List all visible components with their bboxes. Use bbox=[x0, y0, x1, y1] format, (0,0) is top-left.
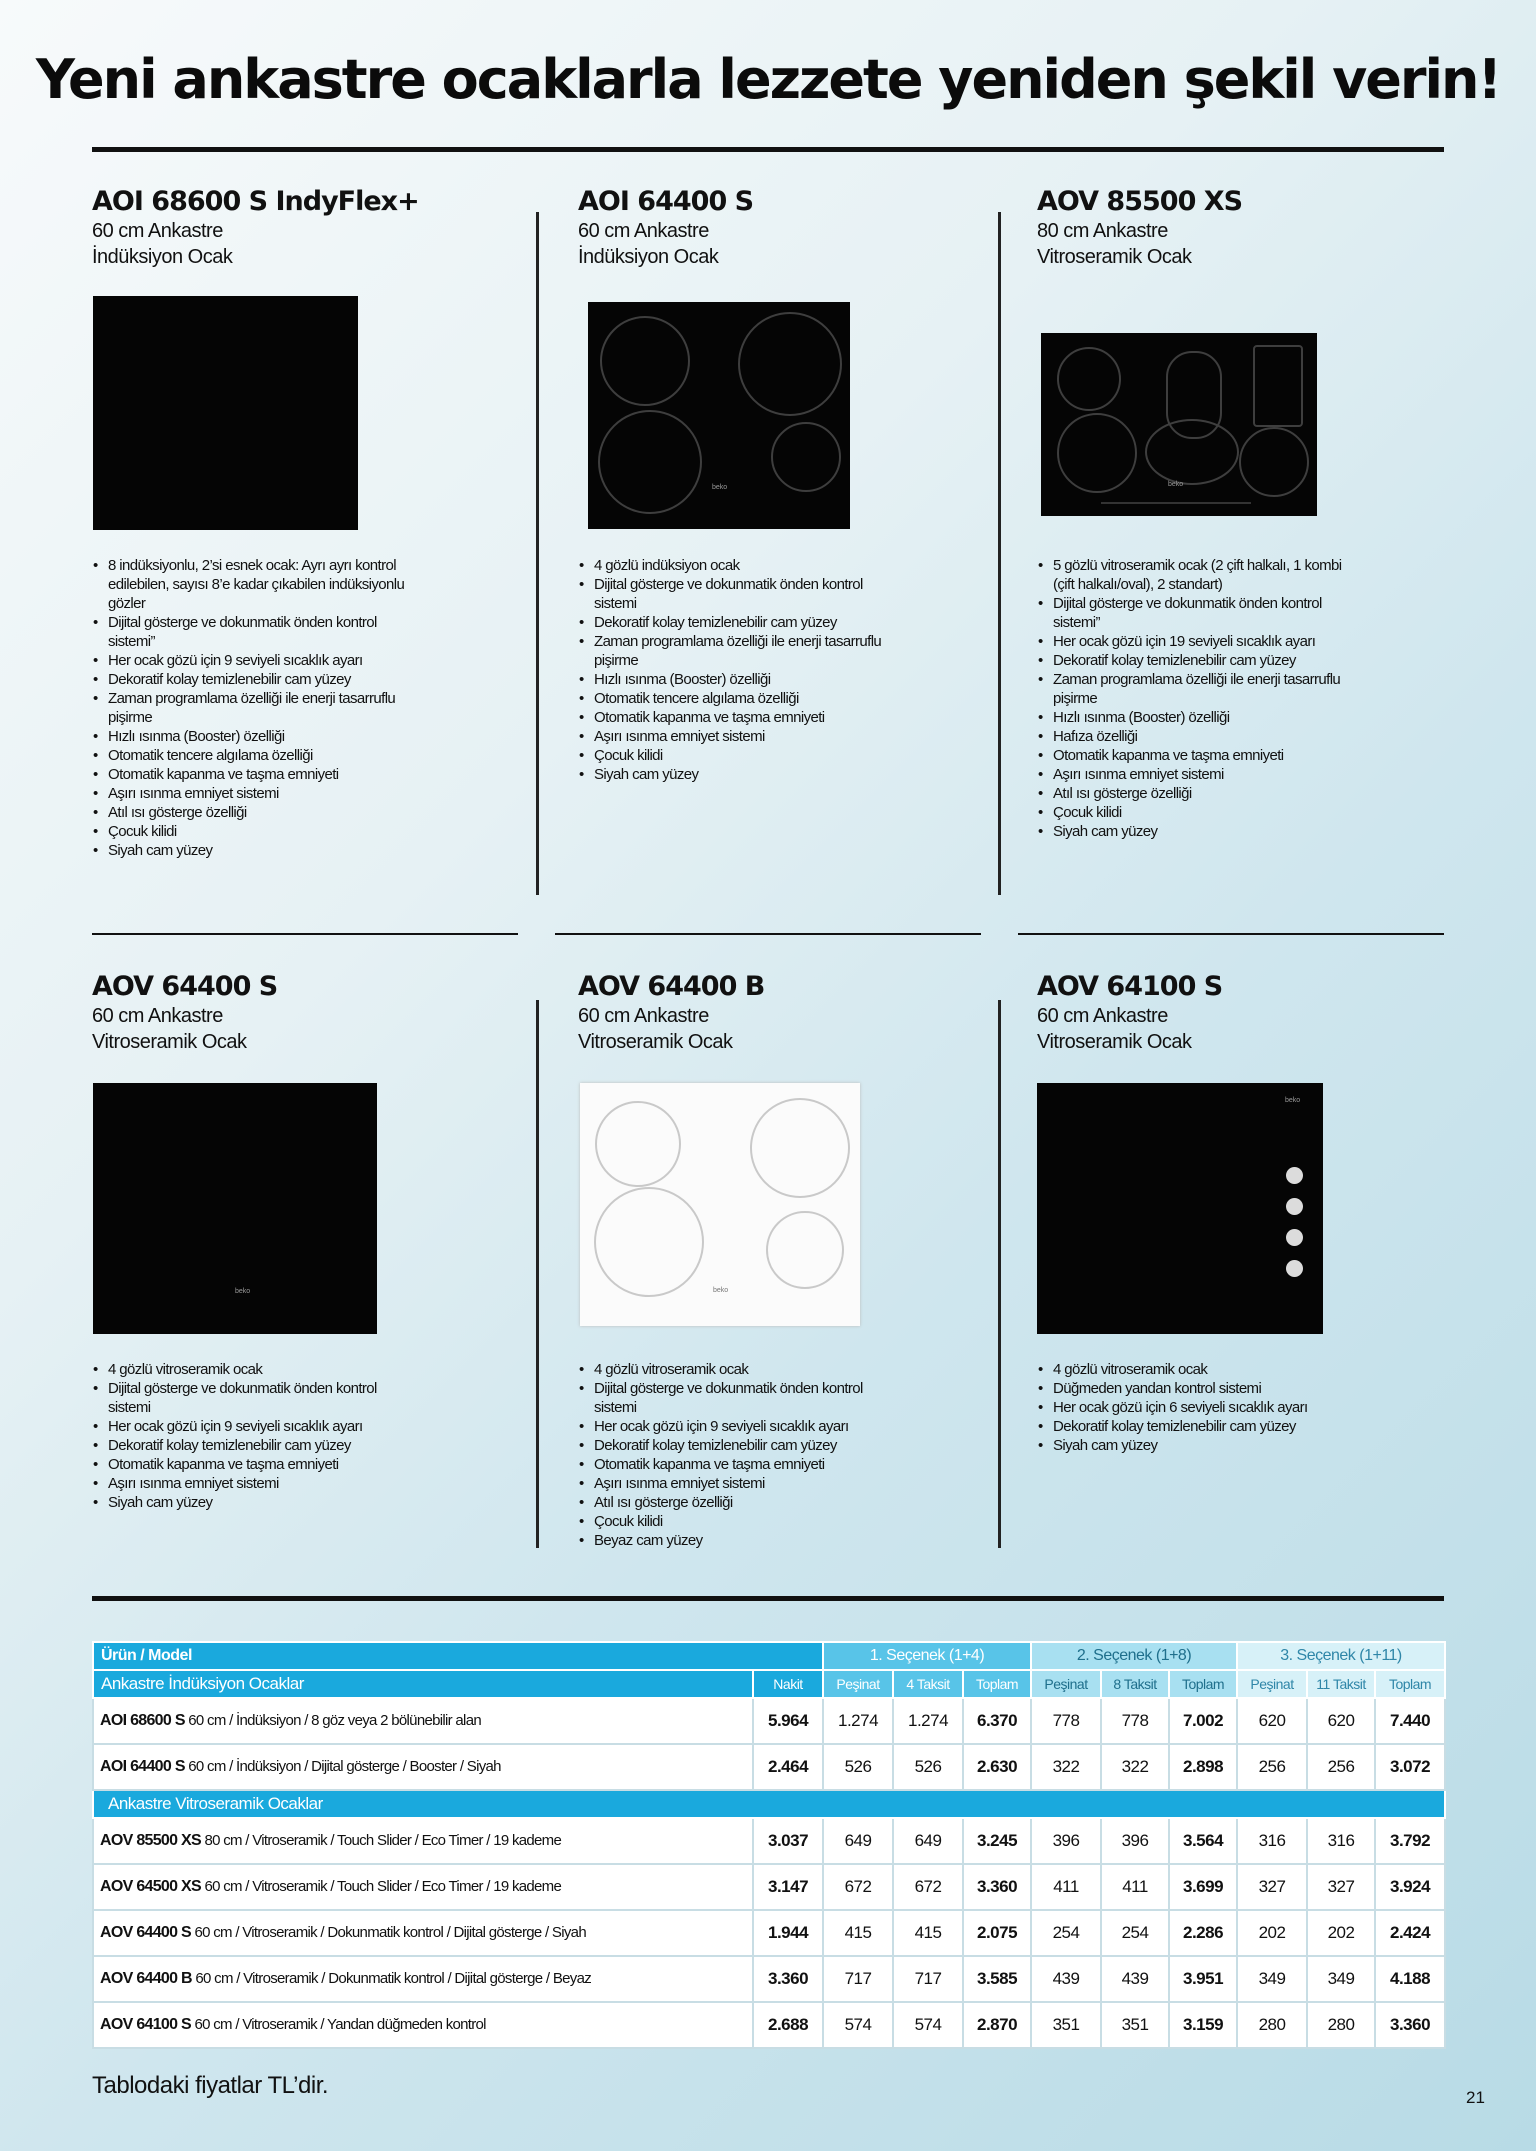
option-header: 3. Seçenek (1+11) bbox=[1237, 1642, 1445, 1670]
control-knob-icon bbox=[1286, 1167, 1303, 1184]
cash-price-cell: 5.964 bbox=[753, 1698, 823, 1744]
feature-item: • Otomatik kapanma ve taşma emniyeti bbox=[594, 708, 904, 727]
column-header: Toplam bbox=[963, 1670, 1031, 1698]
price-cell: 411 bbox=[1101, 1864, 1169, 1910]
product-type: Vitroseramik Ocak bbox=[1037, 246, 1192, 268]
feature-item: • Hızlı ısınma (Booster) özelliği bbox=[594, 670, 904, 689]
product-type: Vitroseramik Ocak bbox=[92, 1031, 247, 1053]
price-cell: 2.870 bbox=[963, 2002, 1031, 2048]
price-cell: 3.951 bbox=[1169, 1956, 1237, 2002]
feature-item: • Aşırı ısınma emniyet sistemi bbox=[108, 1474, 418, 1493]
feature-item: • Hızlı ısınma (Booster) özelliği bbox=[108, 727, 418, 746]
feature-item: • Hızlı ısınma (Booster) özelliği bbox=[1053, 708, 1363, 727]
feature-item: • 4 gözlü vitroseramik ocak bbox=[108, 1360, 418, 1379]
feature-item: • Dijital gösterge ve dokunmatik önden kontrol sistemi bbox=[594, 575, 904, 613]
feature-item: • Zaman programlama özelliği ile enerji tasarruflu pişirme bbox=[108, 689, 418, 727]
feature-item: • 4 gözlü vitroseramik ocak bbox=[1053, 1360, 1363, 1379]
model-cell bbox=[93, 1818, 753, 1864]
price-cell: 1.274 bbox=[893, 1698, 963, 1744]
row-divider bbox=[1018, 933, 1444, 935]
induction-rows bbox=[93, 1698, 1445, 1790]
feature-item: • Siyah cam yüzey bbox=[108, 1493, 418, 1512]
feature-list bbox=[578, 1360, 904, 1550]
column-header: 8 Taksit bbox=[1101, 1670, 1169, 1698]
model-code: AOV 64400 S bbox=[100, 1924, 192, 1941]
burner-icon bbox=[738, 312, 842, 416]
feature-item: • 4 gözlü indüksiyon ocak bbox=[594, 556, 904, 575]
product-type: 60 cm Ankastre bbox=[578, 1005, 709, 1027]
product-name: AOV 64100 S bbox=[1037, 971, 1223, 1002]
feature-item: • Her ocak gözü için 9 seviyeli sıcaklık ayarı bbox=[108, 1417, 418, 1436]
burner-icon bbox=[1239, 427, 1309, 497]
price-cell: 672 bbox=[823, 1864, 893, 1910]
price-cell: 322 bbox=[1031, 1744, 1101, 1790]
brand-logo: beko bbox=[235, 1288, 251, 1295]
model-cell bbox=[93, 1956, 753, 2002]
cash-price-cell: 3.360 bbox=[753, 1956, 823, 2002]
column-header: Peşinat bbox=[1031, 1670, 1101, 1698]
feature-item: • Otomatik kapanma ve taşma emniyeti bbox=[594, 1455, 904, 1474]
price-cell: 3.564 bbox=[1169, 1818, 1237, 1864]
table-row bbox=[93, 1864, 1445, 1910]
burner-icon bbox=[1253, 345, 1303, 427]
model-cell bbox=[93, 1698, 753, 1744]
product-type: Vitroseramik Ocak bbox=[578, 1031, 733, 1053]
feature-item: • Dekoratif kolay temizlenebilir cam yüzey bbox=[108, 1436, 418, 1455]
product-card bbox=[1037, 186, 1467, 270]
row-divider bbox=[555, 933, 981, 935]
column-header: Peşinat bbox=[823, 1670, 893, 1698]
price-cell: 3.360 bbox=[1375, 2002, 1445, 2048]
model-code: AOI 64400 S bbox=[100, 1758, 185, 1775]
feature-item: • Aşırı ısınma emniyet sistemi bbox=[594, 727, 904, 746]
feature-item: • Her ocak gözü için 9 seviyeli sıcaklık ayarı bbox=[108, 651, 418, 670]
price-cell: 396 bbox=[1101, 1818, 1169, 1864]
model-cell bbox=[93, 2002, 753, 2048]
model-code: AOV 64400 B bbox=[100, 1970, 192, 1987]
feature-item: • Dekoratif kolay temizlenebilir cam yüzey bbox=[108, 670, 418, 689]
control-knob-icon bbox=[1286, 1229, 1303, 1246]
price-cell: 327 bbox=[1237, 1864, 1307, 1910]
model-description: 60 cm / Vitroseramik / Dokunmatik kontrol / Dijital gösterge / Siyah bbox=[194, 1924, 586, 1941]
feature-item: • 4 gözlü vitroseramik ocak bbox=[594, 1360, 904, 1379]
page-title: Yeni ankastre ocaklarla lezzete yeniden şekil verin! bbox=[35, 48, 1501, 111]
price-cell: 7.440 bbox=[1375, 1698, 1445, 1744]
price-table bbox=[92, 1641, 1446, 2049]
model-description: 60 cm / Vitroseramik / Yandan düğmeden kontrol bbox=[194, 2016, 486, 2033]
price-cell: 396 bbox=[1031, 1818, 1101, 1864]
feature-item: • Siyah cam yüzey bbox=[1053, 822, 1363, 841]
feature-item: • Hafıza özelliği bbox=[1053, 727, 1363, 746]
price-cell: 4.188 bbox=[1375, 1956, 1445, 2002]
table-header-model: Ürün / Model bbox=[93, 1642, 823, 1670]
product-image bbox=[1037, 1083, 1323, 1334]
price-cell: 254 bbox=[1101, 1910, 1169, 1956]
price-cell: 649 bbox=[893, 1818, 963, 1864]
product-name: AOV 85500 XS bbox=[1037, 186, 1243, 217]
burner-icon bbox=[594, 1187, 704, 1297]
feature-list bbox=[92, 1360, 418, 1512]
product-name: AOV 64400 S bbox=[92, 971, 278, 1002]
feature-item: • Dekoratif kolay temizlenebilir cam yüzey bbox=[594, 1436, 904, 1455]
price-cell: 3.699 bbox=[1169, 1864, 1237, 1910]
price-cell: 620 bbox=[1237, 1698, 1307, 1744]
price-cell: 3.072 bbox=[1375, 1744, 1445, 1790]
product-type: İndüksiyon Ocak bbox=[92, 246, 233, 268]
product-type: 80 cm Ankastre bbox=[1037, 220, 1168, 242]
column-header: Toplam bbox=[1375, 1670, 1445, 1698]
price-cell: 316 bbox=[1307, 1818, 1375, 1864]
option-header: 1. Seçenek (1+4) bbox=[823, 1642, 1031, 1670]
price-cell: 526 bbox=[823, 1744, 893, 1790]
model-code: AOV 64100 S bbox=[100, 2016, 192, 2033]
cash-price-cell: 2.464 bbox=[753, 1744, 823, 1790]
price-cell: 672 bbox=[893, 1864, 963, 1910]
feature-item: • Siyah cam yüzey bbox=[108, 841, 418, 860]
feature-list bbox=[92, 556, 418, 860]
brand-logo: beko bbox=[712, 484, 728, 491]
cash-price-cell: 3.037 bbox=[753, 1818, 823, 1864]
feature-item: • Otomatik kapanma ve taşma emniyeti bbox=[108, 765, 418, 784]
model-description: 80 cm / Vitroseramik / Touch Slider / Eco Timer / 19 kademe bbox=[204, 1832, 562, 1849]
product-card bbox=[578, 186, 1008, 270]
price-cell: 649 bbox=[823, 1818, 893, 1864]
model-cell bbox=[93, 1910, 753, 1956]
column-header: Peşinat bbox=[1237, 1670, 1307, 1698]
price-cell: 280 bbox=[1307, 2002, 1375, 2048]
model-description: 60 cm / Vitroseramik / Dokunmatik kontrol / Dijital gösterge / Beyaz bbox=[195, 1970, 592, 1987]
column-divider bbox=[998, 1000, 1001, 1548]
burner-icon bbox=[750, 1098, 850, 1198]
feature-item: • Çocuk kilidi bbox=[108, 822, 418, 841]
feature-item: • Dekoratif kolay temizlenebilir cam yüzey bbox=[1053, 1417, 1363, 1436]
feature-item: • Dijital gösterge ve dokunmatik önden kontrol sistemi bbox=[594, 1379, 904, 1417]
touch-slider-strip bbox=[1101, 502, 1251, 504]
feature-item: • Otomatik tencere algılama özelliği bbox=[108, 746, 418, 765]
feature-item: • Dekoratif kolay temizlenebilir cam yüzey bbox=[594, 613, 904, 632]
product-type: 60 cm Ankastre bbox=[1037, 1005, 1168, 1027]
table-subheader-row bbox=[93, 1670, 1445, 1698]
price-cell: 322 bbox=[1101, 1744, 1169, 1790]
feature-item: • Atıl ısı gösterge özelliği bbox=[594, 1493, 904, 1512]
column-header: Nakit bbox=[753, 1670, 823, 1698]
model-code: AOV 85500 XS bbox=[100, 1832, 201, 1849]
product-image bbox=[588, 302, 850, 529]
price-cell: 256 bbox=[1307, 1744, 1375, 1790]
feature-item: • Çocuk kilidi bbox=[594, 746, 904, 765]
brand-logo: beko bbox=[713, 1287, 729, 1294]
product-image bbox=[1041, 333, 1317, 516]
brand-logo: beko bbox=[1285, 1097, 1301, 1104]
table-header-row bbox=[93, 1642, 1445, 1670]
price-cell: 3.792 bbox=[1375, 1818, 1445, 1864]
price-cell: 316 bbox=[1237, 1818, 1307, 1864]
column-header: 4 Taksit bbox=[893, 1670, 963, 1698]
price-cell: 3.924 bbox=[1375, 1864, 1445, 1910]
price-cell: 327 bbox=[1307, 1864, 1375, 1910]
product-card bbox=[1037, 971, 1467, 1055]
feature-list bbox=[1037, 1360, 1363, 1455]
feature-item: • Aşırı ısınma emniyet sistemi bbox=[108, 784, 418, 803]
feature-item: • Zaman programlama özelliği ile enerji tasarruflu pişirme bbox=[594, 632, 904, 670]
price-cell: 202 bbox=[1307, 1910, 1375, 1956]
section-label: Ankastre İndüksiyon Ocaklar bbox=[93, 1670, 753, 1698]
feature-item: • Siyah cam yüzey bbox=[1053, 1436, 1363, 1455]
page-number: 21 bbox=[1466, 2088, 1485, 2107]
price-cell: 415 bbox=[823, 1910, 893, 1956]
feature-item: • Atıl ısı gösterge özelliği bbox=[108, 803, 418, 822]
feature-item: • Çocuk kilidi bbox=[594, 1512, 904, 1531]
price-cell: 349 bbox=[1237, 1956, 1307, 2002]
table-row bbox=[93, 1910, 1445, 1956]
cash-price-cell: 2.688 bbox=[753, 2002, 823, 2048]
column-divider bbox=[998, 212, 1001, 895]
feature-item: • Dijital gösterge ve dokunmatik önden kontrol sistemi” bbox=[1053, 594, 1363, 632]
price-cell: 3.360 bbox=[963, 1864, 1031, 1910]
column-divider bbox=[536, 1000, 539, 1548]
product-name: AOI 68600 S IndyFlex+ bbox=[92, 186, 419, 217]
product-name: AOV 64400 B bbox=[578, 971, 765, 1002]
price-cell: 254 bbox=[1031, 1910, 1101, 1956]
price-cell: 439 bbox=[1101, 1956, 1169, 2002]
burner-icon bbox=[1145, 419, 1239, 485]
price-footnote: Tablodaki fiyatlar TL’dir. bbox=[92, 2072, 329, 2099]
feature-item: • 5 gözlü vitroseramik ocak (2 çift halkalı, 1 kombi (çift halkalı/oval), 2 standart) bbox=[1053, 556, 1363, 594]
price-cell: 574 bbox=[893, 2002, 963, 2048]
feature-item: • Aşırı ısınma emniyet sistemi bbox=[594, 1474, 904, 1493]
burner-icon bbox=[1057, 413, 1137, 493]
cash-price-cell: 1.944 bbox=[753, 1910, 823, 1956]
price-cell: 411 bbox=[1031, 1864, 1101, 1910]
price-cell: 6.370 bbox=[963, 1698, 1031, 1744]
feature-item: • Otomatik tencere algılama özelliği bbox=[594, 689, 904, 708]
table-row bbox=[93, 1698, 1445, 1744]
price-cell: 717 bbox=[823, 1956, 893, 2002]
feature-item: • Dijital gösterge ve dokunmatik önden kontrol sistemi” bbox=[108, 613, 418, 651]
product-image bbox=[580, 1083, 860, 1326]
price-cell: 778 bbox=[1031, 1698, 1101, 1744]
feature-item: • Zaman programlama özelliği ile enerji tasarruflu pişirme bbox=[1053, 670, 1363, 708]
control-knob-icon bbox=[1286, 1260, 1303, 1277]
price-cell: 256 bbox=[1237, 1744, 1307, 1790]
price-cell: 2.424 bbox=[1375, 1910, 1445, 1956]
product-card bbox=[578, 971, 1008, 1055]
cash-price-cell: 3.147 bbox=[753, 1864, 823, 1910]
table-row bbox=[93, 1818, 1445, 1864]
column-divider bbox=[536, 212, 539, 895]
vitro-rows bbox=[93, 1818, 1445, 2048]
table-row bbox=[93, 1744, 1445, 1790]
product-type: 60 cm Ankastre bbox=[578, 220, 709, 242]
brand-logo: beko bbox=[1168, 481, 1184, 488]
model-code: AOV 64500 XS bbox=[100, 1878, 201, 1895]
option-header: 2. Seçenek (1+8) bbox=[1031, 1642, 1237, 1670]
feature-item: • Atıl ısı gösterge özelliği bbox=[1053, 784, 1363, 803]
model-description: 60 cm / İndüksiyon / Dijital gösterge / Booster / Siyah bbox=[188, 1758, 501, 1775]
control-knob-icon bbox=[1286, 1198, 1303, 1215]
burner-icon bbox=[1057, 347, 1121, 411]
product-image bbox=[93, 1083, 377, 1334]
product-type: 60 cm Ankastre bbox=[92, 220, 223, 242]
price-cell: 3.245 bbox=[963, 1818, 1031, 1864]
price-cell: 2.898 bbox=[1169, 1744, 1237, 1790]
price-cell: 2.075 bbox=[963, 1910, 1031, 1956]
model-cell bbox=[93, 1744, 753, 1790]
product-card bbox=[92, 186, 522, 270]
feature-item: • Her ocak gözü için 19 seviyeli sıcaklık ayarı bbox=[1053, 632, 1363, 651]
product-type: Vitroseramik Ocak bbox=[1037, 1031, 1192, 1053]
model-description: 60 cm / Vitroseramik / Touch Slider / Eco Timer / 19 kademe bbox=[204, 1878, 562, 1895]
feature-item: • Çocuk kilidi bbox=[1053, 803, 1363, 822]
price-cell: 280 bbox=[1237, 2002, 1307, 2048]
model-code: AOI 68600 S bbox=[100, 1712, 185, 1729]
price-cell: 2.630 bbox=[963, 1744, 1031, 1790]
price-cell: 3.159 bbox=[1169, 2002, 1237, 2048]
feature-list bbox=[578, 556, 904, 784]
section-row bbox=[93, 1790, 1445, 1818]
feature-item: • Beyaz cam yüzey bbox=[594, 1531, 904, 1550]
feature-item: • Her ocak gözü için 9 seviyeli sıcaklık ayarı bbox=[594, 1417, 904, 1436]
price-cell: 1.274 bbox=[823, 1698, 893, 1744]
model-cell bbox=[93, 1864, 753, 1910]
product-type: 60 cm Ankastre bbox=[92, 1005, 223, 1027]
burner-icon bbox=[766, 1211, 844, 1289]
product-image bbox=[93, 296, 358, 530]
burner-icon bbox=[598, 410, 702, 514]
section-label: Ankastre Vitroseramik Ocaklar bbox=[93, 1790, 1445, 1818]
feature-item: • Aşırı ısınma emniyet sistemi bbox=[1053, 765, 1363, 784]
model-description: 60 cm / İndüksiyon / 8 göz veya 2 bölünebilir alan bbox=[188, 1712, 481, 1729]
row-divider bbox=[92, 933, 518, 935]
price-cell: 351 bbox=[1101, 2002, 1169, 2048]
feature-item: • Dijital gösterge ve dokunmatik önden kontrol sistemi bbox=[108, 1379, 418, 1417]
price-cell: 349 bbox=[1307, 1956, 1375, 2002]
column-header: 11 Taksit bbox=[1307, 1670, 1375, 1698]
burner-icon bbox=[771, 422, 841, 492]
column-header: Toplam bbox=[1169, 1670, 1237, 1698]
price-cell: 415 bbox=[893, 1910, 963, 1956]
price-cell: 526 bbox=[893, 1744, 963, 1790]
price-cell: 439 bbox=[1031, 1956, 1101, 2002]
top-rule bbox=[92, 147, 1444, 152]
product-type: İndüksiyon Ocak bbox=[578, 246, 719, 268]
price-cell: 620 bbox=[1307, 1698, 1375, 1744]
price-cell: 574 bbox=[823, 2002, 893, 2048]
price-cell: 202 bbox=[1237, 1910, 1307, 1956]
feature-item: • 8 indüksiyonlu, 2’si esnek ocak: Ayrı ayrı kontrol edilebilen, sayısı 8’e kadar çıkabilen indüksiyonlu gözler bbox=[108, 556, 418, 613]
feature-list bbox=[1037, 556, 1363, 841]
burner-icon bbox=[595, 1101, 681, 1187]
product-name: AOI 64400 S bbox=[578, 186, 754, 217]
table-top-rule bbox=[92, 1596, 1444, 1601]
feature-item: • Dekoratif kolay temizlenebilir cam yüzey bbox=[1053, 651, 1363, 670]
feature-item: • Otomatik kapanma ve taşma emniyeti bbox=[108, 1455, 418, 1474]
price-cell: 351 bbox=[1031, 2002, 1101, 2048]
feature-item: • Otomatik kapanma ve taşma emniyeti bbox=[1053, 746, 1363, 765]
price-cell: 3.585 bbox=[963, 1956, 1031, 2002]
price-cell: 778 bbox=[1101, 1698, 1169, 1744]
table-row bbox=[93, 1956, 1445, 2002]
price-cell: 717 bbox=[893, 1956, 963, 2002]
table-row bbox=[93, 2002, 1445, 2048]
feature-item: • Düğmeden yandan kontrol sistemi bbox=[1053, 1379, 1363, 1398]
product-card bbox=[92, 971, 522, 1055]
price-cell: 2.286 bbox=[1169, 1910, 1237, 1956]
burner-icon bbox=[600, 316, 690, 406]
price-cell: 7.002 bbox=[1169, 1698, 1237, 1744]
feature-item: • Siyah cam yüzey bbox=[594, 765, 904, 784]
feature-item: • Her ocak gözü için 6 seviyeli sıcaklık ayarı bbox=[1053, 1398, 1363, 1417]
